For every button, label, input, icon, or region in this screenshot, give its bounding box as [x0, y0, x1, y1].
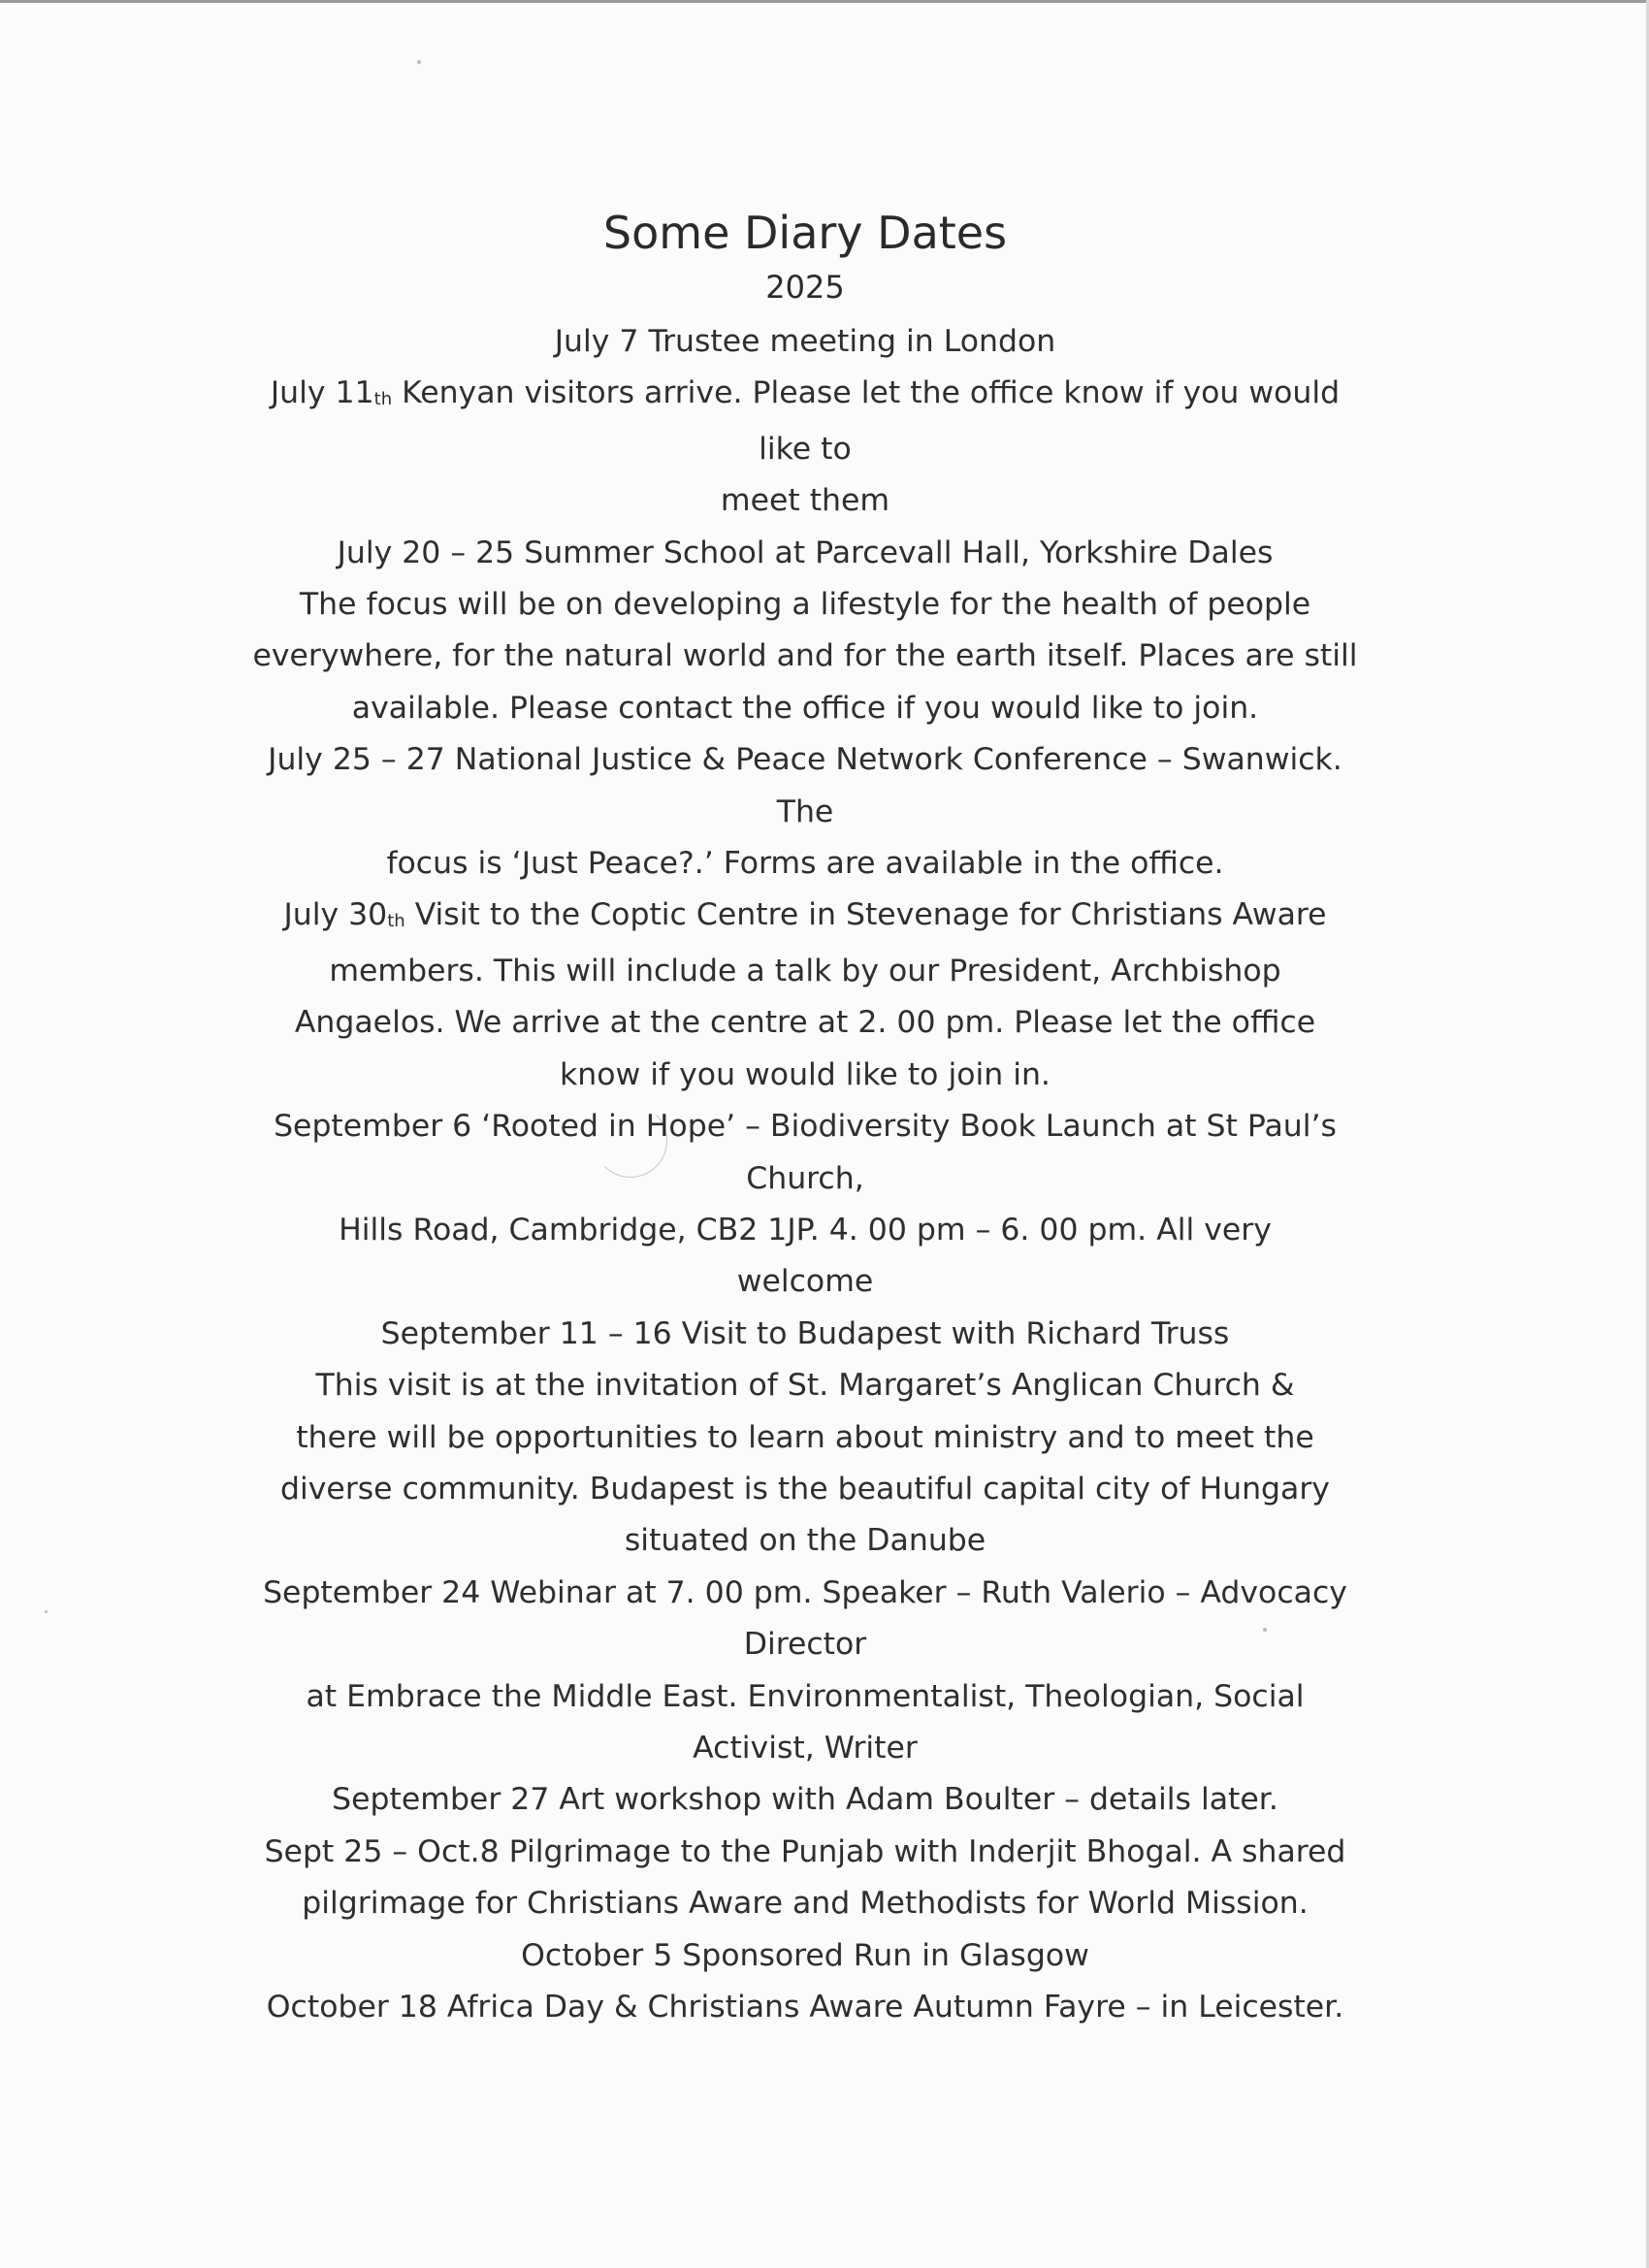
diary-line: September 11 – 16 Visit to Budapest with Richard Truss — [380, 1315, 1230, 1351]
diary-page — [223, 204, 1387, 2033]
diary-line: July 7 Trustee meeting in London — [554, 324, 1056, 359]
diary-line: September 24 Webinar at 7. 00 pm. Speaker – Ruth Valerio – Advocacy — [263, 1574, 1347, 1610]
diary-line: welcome — [736, 1264, 874, 1300]
page-title: Some Diary Dates — [602, 207, 1008, 259]
diary-line: This visit is at the invitation of St. Margaret’s Anglican Church & — [315, 1368, 1295, 1404]
diary-line: Angaelos. We arrive at the centre at 2. 00 pm. Please let the office — [294, 1005, 1316, 1041]
diary-line: available. Please contact the office if you would like to join. — [351, 690, 1259, 726]
diary-line: members. This will include a talk by our President, Archbishop — [329, 953, 1281, 988]
paper-speck — [45, 1610, 48, 1613]
diary-line-text: Visit to the Coptic Centre in Stevenage for Christians Aware — [414, 897, 1327, 933]
diary-line: September 6 ‘Rooted in Hope’ – Biodiversity Book Launch at St Paul’s — [274, 1109, 1337, 1145]
diary-line: pilgrimage for Christians Aware and Methodists for World Mission. — [302, 1886, 1309, 1922]
diary-line: July 25 – 27 National Justice & Peace Network Conference – Swanwick. — [268, 742, 1342, 778]
diary-line: The — [776, 794, 834, 829]
diary-line: know if you would like to join in. — [560, 1056, 1051, 1092]
date-prefix: July 11 — [270, 375, 374, 411]
paper-speck — [417, 60, 421, 64]
diary-line: Church, — [746, 1160, 864, 1196]
diary-line: Director — [743, 1627, 867, 1663]
date-ordinal: th — [373, 389, 393, 410]
diary-line — [223, 890, 1387, 945]
diary-line: there will be opportunities to learn about ministry and to meet the — [296, 1419, 1314, 1455]
diary-line: October 5 Sponsored Run in Glasgow — [521, 1937, 1089, 1973]
diary-line: meet them — [720, 483, 890, 519]
diary-line: The focus will be on developing a lifestyle for the health of people — [299, 587, 1311, 623]
date-prefix: July 30 — [283, 897, 388, 933]
diary-line: October 18 Africa Day & Christians Aware Autumn Fayre – in Leicester. — [266, 1990, 1344, 2025]
diary-line-text: Kenyan visitors arrive. Please let the office know if you would — [402, 375, 1341, 411]
diary-line: situated on the Danube — [624, 1523, 986, 1559]
scan-edge-top — [0, 0, 1649, 3]
diary-line: everywhere, for the natural world and for the earth itself. Places are still — [252, 638, 1358, 674]
diary-line: Activist, Writer — [693, 1730, 918, 1766]
diary-line: diverse community. Budapest is the beautiful capital city of Hungary — [280, 1471, 1330, 1507]
diary-line: Sept 25 – Oct.8 Pilgrimage to the Punjab with Inderjit Bhogal. A shared — [264, 1833, 1346, 1869]
diary-line — [223, 368, 1387, 423]
diary-line: focus is ‘Just Peace?.’ Forms are available in the office. — [386, 846, 1224, 882]
diary-line: like to — [759, 431, 852, 467]
diary-line: at Embrace the Middle East. Environmentalist, Theologian, Social — [306, 1678, 1305, 1714]
date-ordinal: th — [387, 911, 405, 932]
diary-line: September 27 Art workshop with Adam Boulter – details later. — [332, 1782, 1278, 1818]
diary-line: Hills Road, Cambridge, CB2 1JP. 4. 00 pm – 6. 00 pm. All very — [339, 1212, 1272, 1247]
diary-line: July 20 – 25 Summer School at Parcevall Hall, Yorkshire Dales — [337, 535, 1274, 570]
year-heading: 2025 — [765, 269, 845, 306]
